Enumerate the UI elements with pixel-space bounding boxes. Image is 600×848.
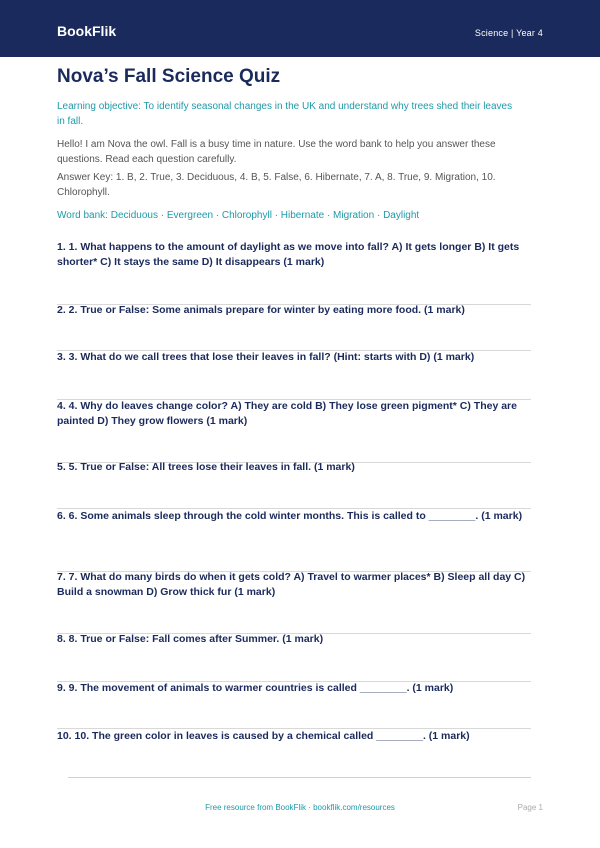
question-8: 8. 8. True or False: Fall comes after Summer. (1 mark) — [57, 633, 324, 645]
question-3: 3. 3. What do we call trees that lose their leaves in fall? (Hint: starts with D) (1 mark) — [57, 351, 475, 363]
question-7: 7. 7. What do many birds do when it gets cold? A) Travel to warmer places* B) Sleep all day C) Build a snowman D) Grow thick fur (1 mark) — [57, 571, 526, 598]
brand-logo[interactable]: BookFlik — [57, 23, 117, 39]
question-1: 1. 1. What happens to the amount of daylight as we move into fall? A) It gets longer B) It gets shorter* C) It stays the same D) It disappears (1 mark) — [57, 241, 520, 268]
page-number: Page 1 — [517, 803, 543, 812]
footer-divider — [68, 777, 531, 778]
header-bar — [0, 0, 600, 57]
question-5: 5. 5. True or False: All trees lose their leaves in fall. (1 mark) — [57, 461, 355, 473]
intro-text: Hello! I am Nova the owl. Fall is a busy time in nature. Use the word bank to help you answer these questions. Read each question carefully. — [57, 139, 496, 165]
question-10: 10. 10. The green color in leaves is caused by a chemical called ________. (1 mark) — [57, 730, 470, 742]
page-title: Nova’s Fall Science Quiz — [57, 66, 281, 87]
footer-text[interactable]: Free resource from BookFlik · bookflik.com/resources — [205, 803, 395, 812]
question-6: 6. 6. Some animals sleep through the cold winter months. This is called to ________. (1 mark) — [57, 510, 523, 522]
learning-objective: Learning objective: To identify seasonal changes in the UK and understand why trees shed their leaves in fall. — [57, 101, 513, 127]
question-2: 2. 2. True or False: Some animals prepare for winter by eating more food. (1 mark) — [57, 304, 465, 316]
question-9: 9. 9. The movement of animals to warmer countries is called ________. (1 mark) — [57, 682, 454, 694]
question-4: 4. 4. Why do leaves change color? A) They are cold B) They lose green pigment* C) They are painted D) They grow flowers (1 mark) — [57, 400, 517, 427]
answer-key: Answer Key: 1. B, 2. True, 3. Deciduous, 4. B, 5. False, 6. Hibernate, 7. A, 8. True, 9. Migration, 10. Chlorophyll. — [57, 172, 496, 198]
subject-year-label: Science | Year 4 — [474, 28, 543, 38]
word-bank: Word bank: Deciduous · Evergreen · Chlorophyll · Hibernate · Migration · Daylight — [57, 210, 420, 221]
